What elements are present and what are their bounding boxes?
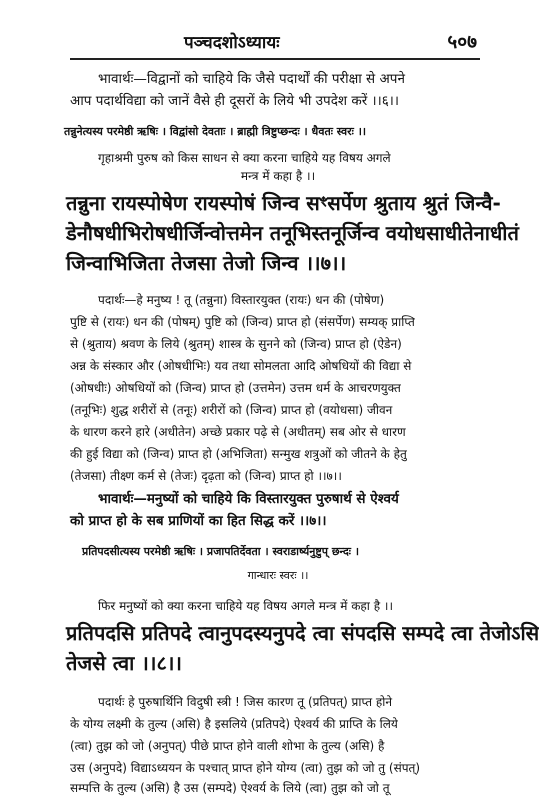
- mantra-7-line-3: जिन्वाभिजिता तेजसा तेजो जिन्व ।।७।।: [66, 251, 347, 275]
- bhavartha-6-line-1: भावार्थः—विद्वानों को चाहिये कि जैसे पदार्थों की परीक्षा से अपने: [98, 71, 405, 87]
- header-rule: [70, 58, 480, 60]
- padartha-8-line: (त्वा) तुझ को जो (अनुपत्) पीछे प्राप्त होने वाली शोभा के तुल्य (असि) है: [70, 739, 385, 753]
- running-header: [0, 26, 503, 54]
- padartha-7-line: (तनूभिः) शुद्ध शरीरों से (तनूः) शरीरों को (जिन्व) प्राप्त हो (वयोधसा) जीवन: [70, 403, 393, 417]
- rishi-line-8: प्रतिपदसीत्यस्य परमेष्ठी ऋषिः । प्रजापतिर्देवता । स्वराडार्ष्यनुष्टुप् छन्दः ।: [82, 545, 360, 558]
- bhavartha-7-line-2: को प्राप्त हो के सब प्राणियों का हित सिद्ध करें ।।७।।: [70, 513, 327, 529]
- bhavartha-7-line-1: भावार्थः—मनुष्यों को चाहिये कि विस्तारयुक्त पुरुषार्थ से ऐश्वर्य: [98, 491, 399, 507]
- padartha-7-line: के धारण करने हारे (अधीतेन) अच्छे प्रकार पढ़े से (अधीतम्) सब ओर से धारण: [70, 425, 406, 439]
- mantra-8-line-1: प्रतिपदसि प्रतिपदे त्वानुपदस्यनुपदे त्वा संपदसि सम्पदे त्वा तेजोऽसि: [66, 621, 539, 645]
- padartha-8-line: पदार्थः हे पुरुषार्थिनि विदुषी स्त्री ! जिस कारण तू (प्रतिपत्) प्राप्त होने: [98, 695, 392, 709]
- chapter-title: पञ्चदशोऽध्यायः: [184, 33, 280, 53]
- padartha-7-line: पदार्थः—हे मनुष्य ! तू (तन्नुना) विस्तारयुक्त (रायः) धन की (पोषेण): [98, 293, 385, 307]
- padartha-8-line: के योग्य लक्ष्मी के तुल्य (असि) है इसलिये (प्रतिपदे) ऐश्वर्य की प्राप्ति के लिये: [70, 717, 398, 731]
- intro-7-line-1: गृहाश्रमी पुरुष को किस साधन से क्या करना चाहिये यह विषय अगले: [98, 151, 391, 165]
- padartha-7-line: (ओषधीः) ओषधियों को (जिन्व) प्राप्त हो (उत्तमेन) उत्तम धर्म के आचरणयुक्त: [70, 381, 401, 395]
- padartha-7-line: (तेजसा) तीक्ष्ण कर्म से (तेजः) दृढ़ता को (जिन्व) प्राप्त हो ।।७।।: [70, 469, 342, 483]
- bhavartha-6-line-2: आप पदार्थविद्या को जानें वैसे ही दूसरों के लिये भी उपदेश करें ।।६।।: [70, 93, 400, 109]
- intro-8: फिर मनुष्यों को क्या करना चाहिये यह विषय अगले मन्त्र में कहा है ।।: [98, 599, 394, 613]
- padartha-7-line: अन्न के संस्कार और (ओषधीभिः) यव तथा सोमलता आदि ओषधियों की विद्या से: [70, 359, 412, 373]
- mantra-7-line-1: तन्नुना रायस्पोषेण रायस्पोषं जिन्व सꣳसर्पेण श्रुताय श्रुतं जिन्वै-: [66, 191, 501, 215]
- mantra-7-line-2: डेनौषधीभिरोषधीर्जिन्वोत्तमेन तनूभिस्तनूर्जिन्व वयोधसाधीतेनाधीतं: [66, 221, 519, 245]
- padartha-7-line: की हुई विद्या को (जिन्व) प्राप्त हो (अभिजिता) सन्मुख शत्रुओं को जीतने के हेतु: [70, 447, 407, 461]
- intro-7-line-2: मन्त्र में कहा है ।।: [240, 169, 316, 183]
- padartha-8-line: उस (अनुपदे) विद्याऽध्ययन के पश्चात् प्राप्त होने योग्य (त्वा) तुझ को जो तु (संपत्): [70, 761, 421, 775]
- padartha-7-line: से (श्रुताय) श्रवण के लिये (श्रुतम्) शास्त्र के सुनने को (जिन्व) प्राप्त हो (ऐडेन): [70, 337, 402, 351]
- page-number: ५०७: [447, 31, 477, 53]
- mantra-8-line-2: तेजसे त्वा ।।८।।: [66, 651, 183, 675]
- rishi-line-7: तन्नुनेत्यस्य परमेष्ठी ऋषिः । विद्वांसो देवताः । ब्राह्मी त्रिष्टुप्छन्दः । धैवतः स्वरः ।।: [64, 125, 367, 138]
- padartha-8-line: सम्पत्ति के तुल्य (असि) है उस (सम्पदे) ऐश्वर्य के लिये (त्वा) तुझ को जो तू: [70, 781, 390, 795]
- padartha-7-line: पुष्टि से (रायः) धन की (पोषम्) पुष्टि को (जिन्व) प्राप्त हो (संसर्पेण) सम्यक् प्राप्ति: [70, 315, 415, 329]
- rishi-line-8-svara: गान्धारः स्वरः ।।: [247, 569, 309, 582]
